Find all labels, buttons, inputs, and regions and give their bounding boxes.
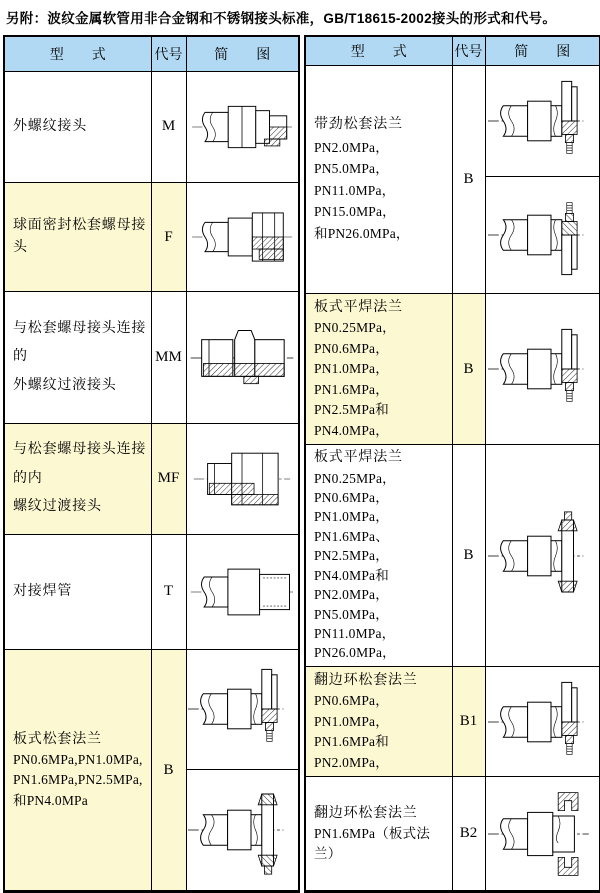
header-diagram: 简 图 — [485, 36, 600, 66]
diagram-cell — [485, 177, 600, 294]
type-text: PN0.25MPa，PN0.6MPa， — [314, 470, 396, 505]
type-text: 翻边环松套法兰 — [314, 805, 418, 821]
type-text: 板式松套法兰 — [13, 731, 102, 747]
header-row — [4, 36, 299, 71]
type-text: PN2.5MPa，PN4.0MPa和 — [314, 548, 389, 583]
diagram-cell — [485, 445, 600, 667]
page-title: 另附：波纹金属软管用非合金钢和不锈钢接头标准，GB/T18615-2002接头的形式和代号。 — [6, 11, 557, 26]
code-cell: B — [452, 294, 485, 445]
header-row — [305, 36, 600, 66]
diagram-cell — [186, 534, 299, 649]
plate-loose-flange-diagram-top — [188, 663, 296, 755]
code-cell: T — [151, 534, 186, 649]
male-adapter-fitting-diagram — [187, 309, 297, 407]
type-cell — [4, 534, 151, 649]
female-adapter-fitting-diagram — [187, 436, 297, 522]
code-cell: M — [151, 71, 186, 183]
table-row — [4, 534, 299, 649]
diagram-cell — [485, 666, 600, 776]
type-text: 与松套螺母接头连接的 — [13, 320, 147, 365]
type-text: 外螺纹接头 — [13, 118, 87, 134]
code-cell: F — [151, 183, 186, 292]
code-cell: B1 — [452, 666, 485, 776]
code-cell: B — [452, 445, 485, 667]
diagram-cell — [186, 769, 299, 891]
type-text: 与松套螺母接头连接的内 — [13, 441, 147, 486]
table-row — [305, 777, 600, 892]
diagram-cell — [186, 292, 299, 424]
diagram-cell — [485, 777, 600, 892]
diagram-cell — [186, 649, 299, 769]
type-text: 板式平焊法兰 — [314, 300, 403, 315]
type-text: 带劲松套法兰 — [314, 117, 403, 133]
fitting-table-left — [3, 35, 300, 893]
table-row — [305, 294, 600, 445]
plate-weld-flange-diagram — [488, 319, 596, 419]
code-cell: MF — [151, 424, 186, 535]
type-cell — [305, 66, 452, 294]
table-row — [4, 292, 299, 424]
butt-weld-pipe-diagram — [187, 548, 297, 636]
type-text: 板式平焊法兰 — [314, 450, 403, 466]
type-text: 对接焊管 — [13, 583, 73, 599]
header-code: 代号 — [151, 36, 186, 71]
type-cell — [4, 424, 151, 535]
table-row — [305, 66, 600, 177]
table-row — [305, 666, 600, 776]
type-text: 外螺纹过液接头 — [13, 378, 117, 394]
type-cell — [305, 294, 452, 445]
type-text: PN1.6MPa（板式法兰） — [314, 825, 431, 862]
type-text: 和PN4.0MPa — [13, 792, 88, 808]
table-row — [4, 183, 299, 292]
table-row — [305, 445, 600, 667]
table-row — [4, 424, 299, 535]
code-cell: B — [452, 66, 485, 294]
type-text: PN1.6MPa,PN2.5MPa, — [13, 772, 143, 788]
header-type: 型 式 — [305, 36, 452, 66]
type-text: PN0.6MPa，PN1.0MPa， — [314, 693, 389, 729]
type-text: PN11.0MPa，PN15.0MPa， — [314, 182, 396, 220]
diagram-cell — [186, 424, 299, 535]
type-text: PN0.25MPa，PN0.6MPa， — [314, 320, 396, 356]
type-text: PN1.0MPa，PN1.6MPa、 — [314, 509, 389, 544]
type-text: 球面密封松套螺母接头 — [13, 217, 147, 256]
type-text: PN11.0MPa，PN26.0MPa， — [314, 626, 396, 661]
type-text: PN0.6MPa,PN1.0MPa, — [13, 751, 143, 767]
male-thread-fitting-diagram — [187, 84, 297, 170]
type-text: 和PN26.0MPa， — [314, 226, 410, 242]
loose-nut-fitting-diagram — [187, 194, 297, 280]
table-row — [4, 649, 299, 769]
type-text: PN2.5MPa和PN4.0MPa， — [314, 402, 389, 438]
type-text: 螺纹过渡接头 — [13, 499, 102, 515]
diagram-cell — [485, 294, 600, 445]
header-diagram: 简 图 — [186, 36, 299, 71]
type-cell — [4, 649, 151, 891]
type-text: PN1.6MPa和PN2.0MPa， — [314, 734, 389, 770]
type-text: PN2.0MPa，PN5.0MPa， — [314, 587, 389, 622]
type-cell — [305, 777, 452, 892]
flared-ring-loose-flange-diagram — [488, 675, 596, 769]
flared-ring-plate-flange-diagram — [488, 784, 596, 884]
plate-weld-flange-diagram-2 — [488, 502, 596, 610]
code-cell: B — [151, 649, 186, 891]
type-cell — [4, 71, 151, 183]
necked-loose-flange-diagram-top — [488, 72, 596, 170]
fitting-table-right — [304, 35, 600, 893]
type-cell — [305, 666, 452, 776]
type-text: PN2.0MPa，PN5.0MPa， — [314, 139, 389, 177]
code-cell: MM — [151, 292, 186, 424]
type-text: 翻边环松套法兰 — [314, 672, 418, 688]
type-text: PN1.0MPa，PN1.6MPa， — [314, 361, 389, 397]
diagram-cell — [485, 66, 600, 177]
table-row — [4, 71, 299, 183]
code-cell: B2 — [452, 777, 485, 892]
header-type: 型 式 — [4, 36, 151, 71]
type-cell — [305, 445, 452, 667]
header-code: 代号 — [452, 36, 485, 66]
diagram-cell — [186, 71, 299, 183]
fitting-type-tables — [3, 35, 597, 893]
diagram-cell — [186, 183, 299, 292]
necked-loose-flange-diagram-bottom — [488, 185, 596, 285]
type-cell — [4, 183, 151, 292]
plate-loose-flange-diagram-bottom — [188, 784, 296, 876]
type-cell — [4, 292, 151, 424]
